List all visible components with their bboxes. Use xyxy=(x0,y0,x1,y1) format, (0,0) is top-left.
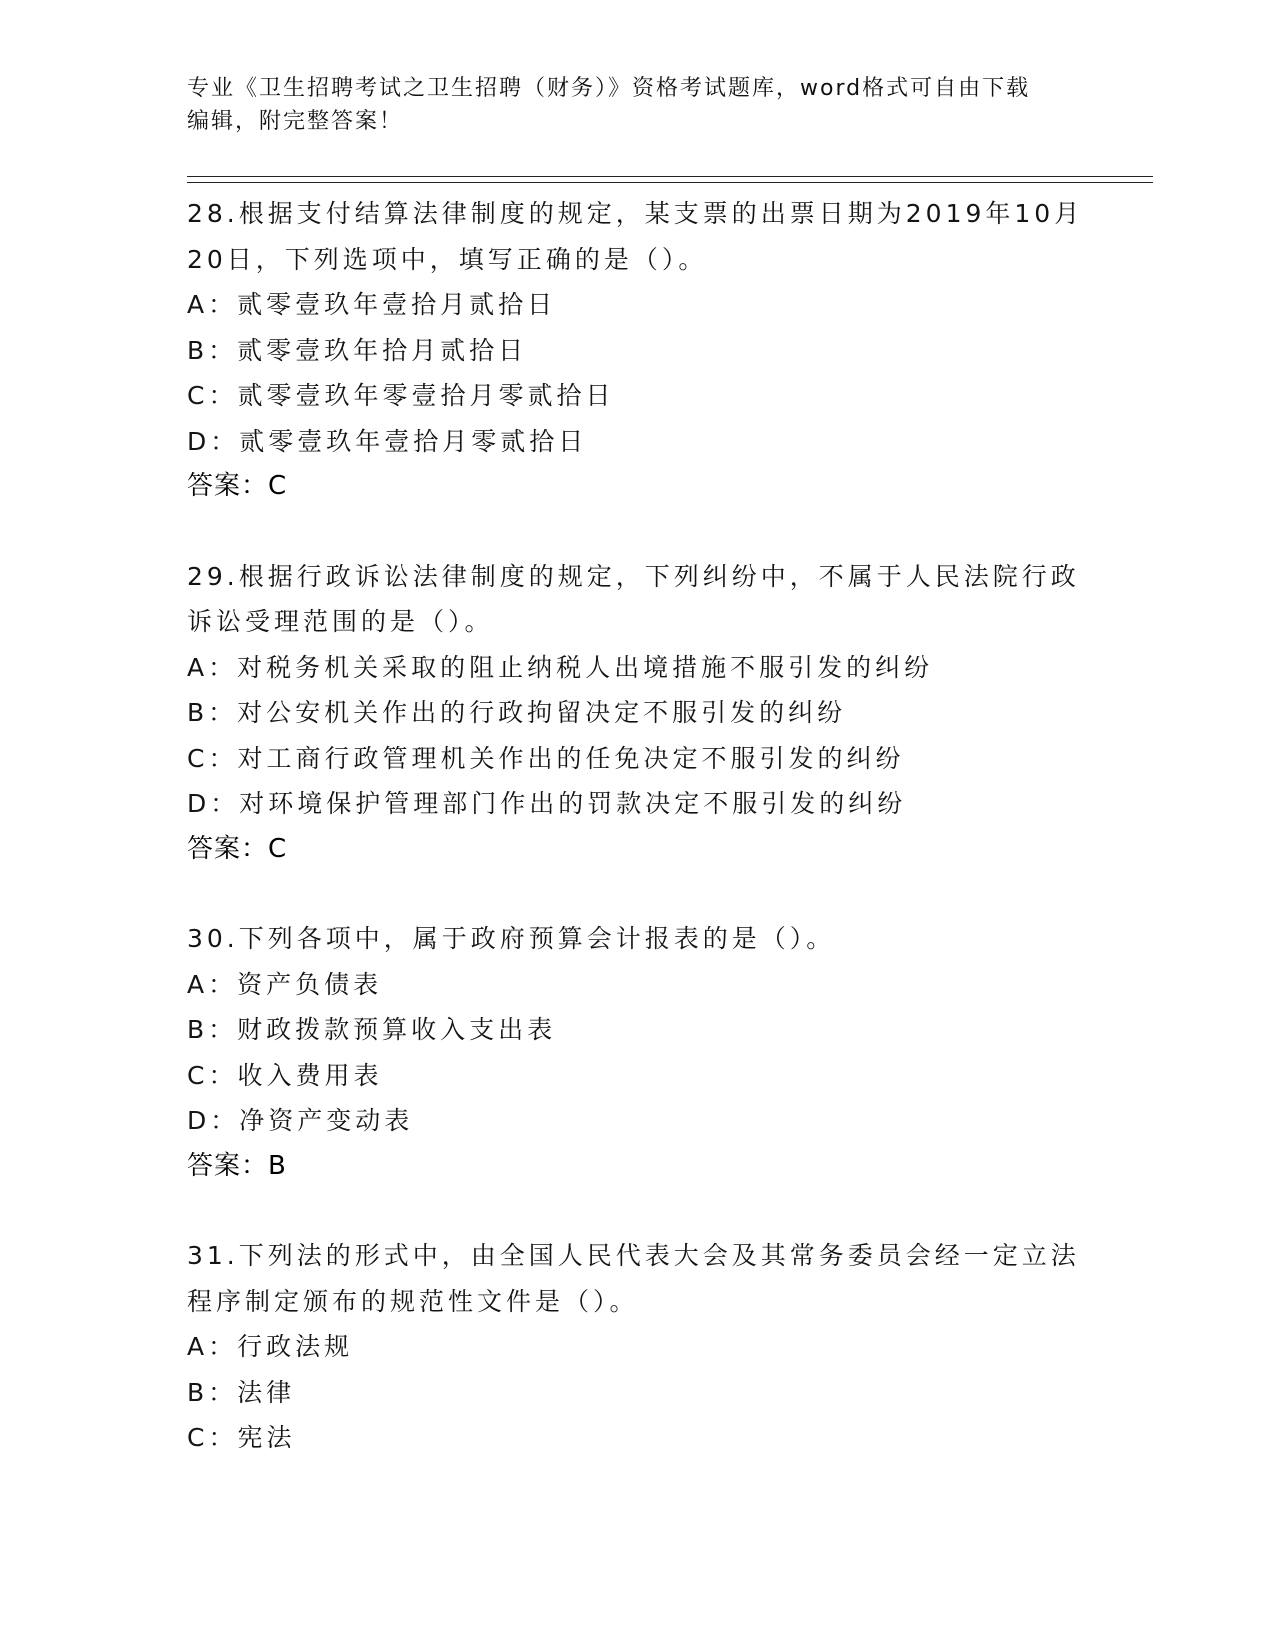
option-b: B：法律 xyxy=(187,1377,296,1407)
question-stem-line: 31.下列法的形式中，由全国人民代表大会及其常务委员会经一定立法 xyxy=(187,1241,1080,1270)
question-stem-line: 28.根据支付结算法律制度的规定，某支票的出票日期为2019年10月 xyxy=(187,199,1084,228)
question-28 xyxy=(187,191,1087,510)
answer-label: 答案： xyxy=(187,471,269,501)
option-c: C：对工商行政管理机关作出的任免决定不服引发的纠纷 xyxy=(187,743,905,773)
option-a: A：对税务机关采取的阻止纳税人出境措施不服引发的纠纷 xyxy=(187,652,934,682)
answer-value: B xyxy=(268,1150,287,1181)
option-b: B：贰零壹玖年拾月贰拾日 xyxy=(187,335,528,365)
option-a: A：资产负债表 xyxy=(187,969,383,999)
answer xyxy=(187,827,1087,873)
option-d: D：净资产变动表 xyxy=(187,1106,414,1135)
question-stem-line: 诉讼受理范围的是（）。 xyxy=(187,607,494,636)
answer-label: 答案： xyxy=(187,833,269,864)
answer xyxy=(187,1144,1087,1190)
header-divider-bottom xyxy=(187,182,1153,183)
question-31 xyxy=(187,1233,1087,1461)
answer-value: C xyxy=(268,471,288,501)
question-stem-line: 29.根据行政诉讼法律制度的规定，下列纠纷中，不属于人民法院行政 xyxy=(187,561,1080,591)
header-line-1: 专业《卫生招聘考试之卫生招聘（财务）》资格考试题库，word格式可自由下载 xyxy=(187,76,1031,101)
option-b: B：财政拨款预算收入支出表 xyxy=(187,1015,557,1044)
option-b: B：对公安机关作出的行政拘留决定不服引发的纠纷 xyxy=(187,698,847,727)
question-stem-line: 30.下列各项中，属于政府预算会计报表的是（）。 xyxy=(187,924,836,953)
question-list xyxy=(187,191,1087,1505)
option-c: C：贰零壹玖年零壹拾月零贰拾日 xyxy=(187,381,615,410)
header-line-2: 编辑，附完整答案！ xyxy=(187,109,404,134)
option-a: A：行政法规 xyxy=(187,1332,354,1361)
question-stem-line: 20日，下列选项中，填写正确的是（）。 xyxy=(187,244,708,274)
header-divider-top xyxy=(187,176,1153,177)
question-30 xyxy=(187,916,1087,1189)
document-header xyxy=(187,72,1087,138)
answer-label: 答案： xyxy=(187,1150,269,1181)
option-d: D：贰零壹玖年壹拾月零贰拾日 xyxy=(187,426,588,456)
question-stem-line: 程序制定颁布的规范性文件是（）。 xyxy=(187,1286,639,1316)
option-c: C：收入费用表 xyxy=(187,1060,383,1090)
option-d: D：对环境保护管理部门作出的罚款决定不服引发的纠纷 xyxy=(187,789,907,818)
answer-value: C xyxy=(268,833,288,864)
option-c: C：宪法 xyxy=(187,1423,296,1452)
question-29 xyxy=(187,554,1087,873)
answer xyxy=(187,464,1087,510)
option-a: A：贰零壹玖年壹拾月贰拾日 xyxy=(187,290,557,319)
